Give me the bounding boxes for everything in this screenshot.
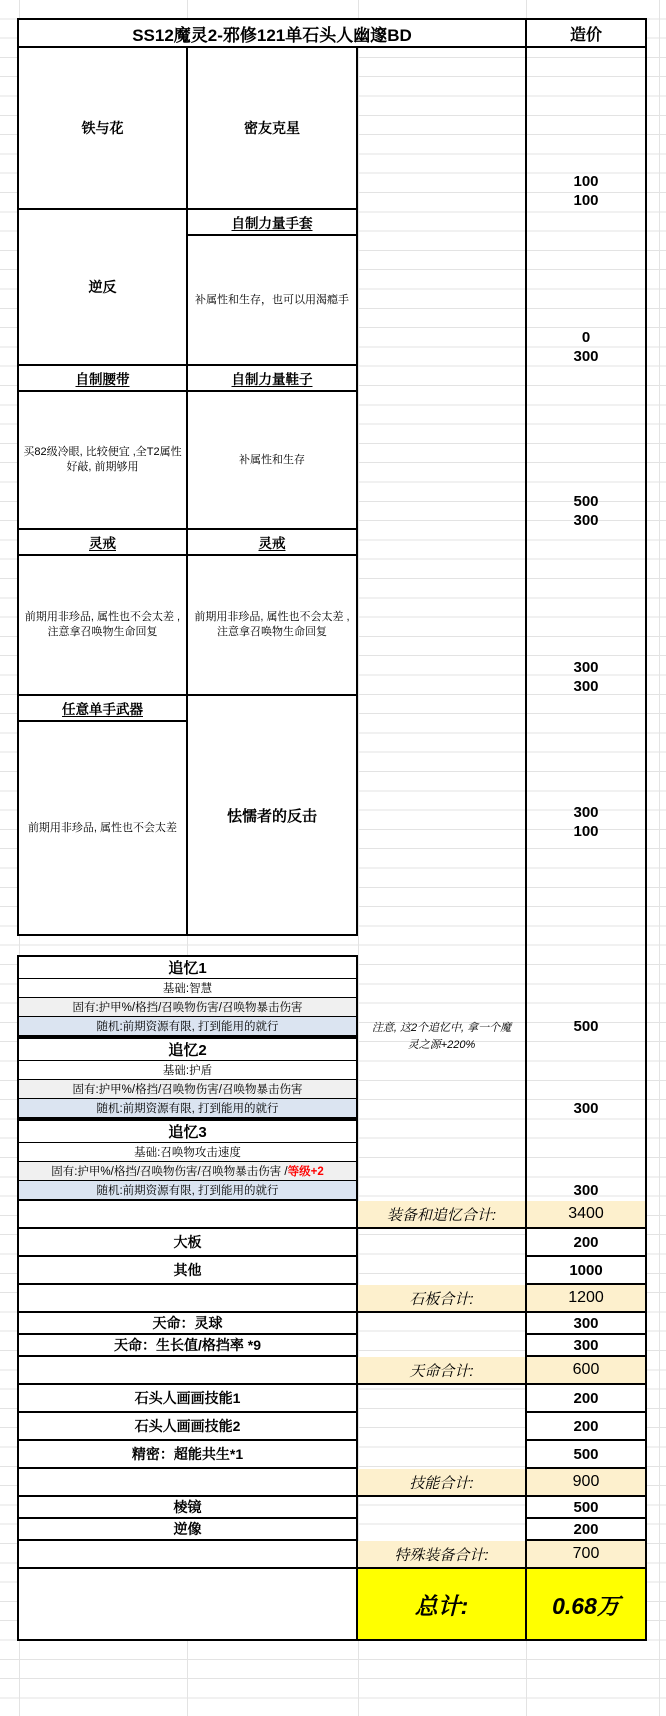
item-name-cell: 铁与花 [81, 120, 124, 136]
empty-cell [17, 1569, 358, 1641]
row-label: 棱镜 [17, 1497, 358, 1519]
subtotal-value: 1200 [525, 1285, 647, 1313]
empty-cell [358, 1229, 525, 1257]
spacer-row [17, 936, 647, 955]
subtotal-row-destiny [17, 1357, 647, 1385]
price-value: 300 [573, 512, 599, 529]
item-name-cell: 怯懦者的反击 [226, 807, 317, 825]
row-label: 大板 [17, 1229, 358, 1257]
row-inverse [17, 1519, 647, 1541]
row-skill-2 [17, 1413, 647, 1441]
price-value: 1000 [525, 1257, 647, 1285]
subtotal-value: 3400 [525, 1201, 647, 1229]
memory-title-cell: 追忆2 [19, 1037, 358, 1061]
item-desc-cell: 前期用非珍品, 属性也不会太差 ,注意拿召唤物生命回复 [24, 611, 181, 638]
empty-cell [358, 366, 525, 530]
item-header-cell: 灵戒 [19, 530, 186, 556]
total-row [17, 1569, 647, 1641]
empty-cell [17, 1285, 358, 1313]
row-skill-3 [17, 1441, 647, 1469]
memory-random-cell: 随机:前期资源有限, 打到能用的就行 [19, 1017, 358, 1037]
empty-cell [17, 1541, 358, 1569]
empty-cell [358, 1335, 525, 1357]
price-value: 300 [573, 348, 599, 365]
item-desc-cell: 补属性和生存，也可以用渴瘾手 [195, 293, 349, 306]
price-value: 300 [573, 659, 599, 676]
grand-total-label: 总计: [358, 1569, 525, 1641]
subtotal-value: 900 [525, 1469, 647, 1497]
memory-base-cell: 基础:护盾 [19, 1061, 358, 1080]
row-skill-1 [17, 1385, 647, 1413]
price-value: 100 [573, 823, 599, 840]
price-cell [525, 530, 647, 696]
price-value: 300 [573, 1100, 599, 1117]
item-name-cell: 密友克星 [244, 120, 300, 136]
subtotal-label: 石板合计: [358, 1285, 525, 1313]
title-row [17, 18, 647, 48]
memory-fixed-cell [19, 1080, 358, 1099]
price-cell [525, 1119, 647, 1201]
row-label: 其他 [17, 1257, 358, 1285]
price-column-header: 造价 [525, 18, 647, 48]
subtotal-row-special [17, 1541, 647, 1569]
price-cell [525, 210, 647, 366]
memory-fixed-text: 固有:护甲%/格挡/召唤物伤害/召唤物暴击伤害 [72, 1002, 303, 1014]
price-value: 100 [573, 173, 599, 190]
price-value: 200 [525, 1385, 647, 1413]
grand-total-value: 0.68万 [525, 1569, 647, 1641]
price-value: 200 [525, 1229, 647, 1257]
empty-cell [358, 530, 525, 696]
empty-cell [358, 1119, 525, 1201]
price-value: 0 [581, 329, 591, 346]
row-qita [17, 1257, 647, 1285]
price-value: 200 [525, 1519, 647, 1541]
memory-title-cell: 追忆3 [19, 1119, 358, 1143]
equip-section-5 [17, 696, 647, 936]
price-value: 100 [573, 192, 599, 209]
memory-block-3 [17, 1119, 647, 1201]
subtotal-label: 天命合计: [358, 1357, 525, 1385]
memory-title-cell: 追忆1 [19, 955, 358, 979]
memory-fixed-text: 固有:护甲%/格挡/召唤物伤害/召唤物暴击伤害 / [51, 1166, 288, 1178]
subtotal-row-skill [17, 1469, 647, 1497]
empty-cell [17, 1469, 358, 1497]
item-header-cell: 灵戒 [188, 530, 356, 556]
price-value: 500 [525, 1441, 647, 1469]
empty-cell [17, 1357, 358, 1385]
row-label: 石头人画画技能1 [17, 1385, 358, 1413]
build-cost-table [17, 18, 647, 1641]
price-value: 500 [573, 493, 599, 510]
empty-cell [358, 1519, 525, 1541]
empty-cell [525, 936, 647, 955]
price-value: 300 [525, 1313, 647, 1335]
item-header-cell: 自制腰带 [19, 366, 186, 392]
memory-base-cell: 基础:召唤物攻击速度 [19, 1143, 358, 1162]
memory-fixed-text: 固有:护甲%/格挡/召唤物伤害/召唤物暴击伤害 [72, 1084, 303, 1096]
empty-cell [358, 1257, 525, 1285]
memory-base-cell: 基础:智慧 [19, 979, 358, 998]
price-cell [525, 1037, 647, 1119]
memory-fixed-cell [19, 1162, 358, 1181]
subtotal-value: 700 [525, 1541, 647, 1569]
price-cell [525, 696, 647, 936]
row-label: 逆像 [17, 1519, 358, 1541]
memory-note: 注意, 这2个追忆中, 拿一个魔灵之源+220% [371, 1022, 512, 1051]
subtotal-row-slate [17, 1285, 647, 1313]
price-cell [525, 48, 647, 210]
item-header-cell: 自制力量鞋子 [188, 366, 356, 392]
row-prism [17, 1497, 647, 1519]
row-label: 天命：生长值/格挡率 *9 [17, 1335, 358, 1357]
subtotal-row-equip [17, 1201, 647, 1229]
subtotal-label: 装备和追忆合计: [358, 1201, 525, 1229]
row-daban [17, 1229, 647, 1257]
item-header-cell: 自制力量手套 [188, 210, 356, 236]
subtotal-value: 600 [525, 1357, 647, 1385]
price-value: 300 [573, 678, 599, 695]
memory-random-cell: 随机:前期资源有限, 打到能用的就行 [19, 1181, 358, 1201]
item-desc-cell: 前期用非珍品, 属性也不会太差 [27, 821, 178, 834]
price-value: 300 [573, 1182, 599, 1199]
item-desc-cell: 买82级冷眼, 比较便宜 ,全T2属性好敲, 前期够用 [23, 446, 182, 473]
price-value: 300 [573, 804, 599, 821]
row-destiny-1 [17, 1313, 647, 1335]
empty-cell [358, 1413, 525, 1441]
empty-cell [358, 48, 525, 210]
empty-cell [358, 1441, 525, 1469]
price-value: 300 [525, 1335, 647, 1357]
page-title: SS12魔灵2-邪修121单石头人幽邃BD [17, 18, 525, 48]
row-label: 石头人画画技能2 [17, 1413, 358, 1441]
price-cell [525, 955, 647, 1037]
item-desc-cell: 前期用非珍品, 属性也不会太差 ,注意拿召唤物生命回复 [194, 611, 350, 638]
item-name-cell: 逆反 [88, 279, 117, 295]
row-destiny-2 [17, 1335, 647, 1357]
memory-random-cell: 随机:前期资源有限, 打到能用的就行 [19, 1099, 358, 1119]
memory-fixed-red-text: 等级+2 [287, 1166, 324, 1178]
subtotal-label: 特殊装备合计: [358, 1541, 525, 1569]
memory-block-2 [17, 1037, 647, 1119]
empty-cell [358, 1313, 525, 1335]
price-value: 200 [525, 1413, 647, 1441]
item-desc-cell: 补属性和生存 [239, 453, 305, 466]
equip-section-1 [17, 48, 647, 210]
equip-section-3 [17, 366, 647, 530]
empty-cell [358, 696, 525, 936]
empty-cell [17, 1201, 358, 1229]
memory-block-1 [17, 955, 647, 1037]
equip-section-4 [17, 530, 647, 696]
empty-cell [358, 1497, 525, 1519]
row-label: 天命：灵球 [17, 1313, 358, 1335]
empty-cell [358, 210, 525, 366]
price-value: 500 [525, 1497, 647, 1519]
price-value: 500 [573, 1018, 599, 1035]
item-header-cell: 任意单手武器 [19, 696, 186, 722]
memory-fixed-cell [19, 998, 358, 1017]
row-label: 精密：超能共生*1 [17, 1441, 358, 1469]
equip-section-2 [17, 210, 647, 366]
subtotal-label: 技能合计: [358, 1469, 525, 1497]
empty-cell [358, 1385, 525, 1413]
price-cell [525, 366, 647, 530]
